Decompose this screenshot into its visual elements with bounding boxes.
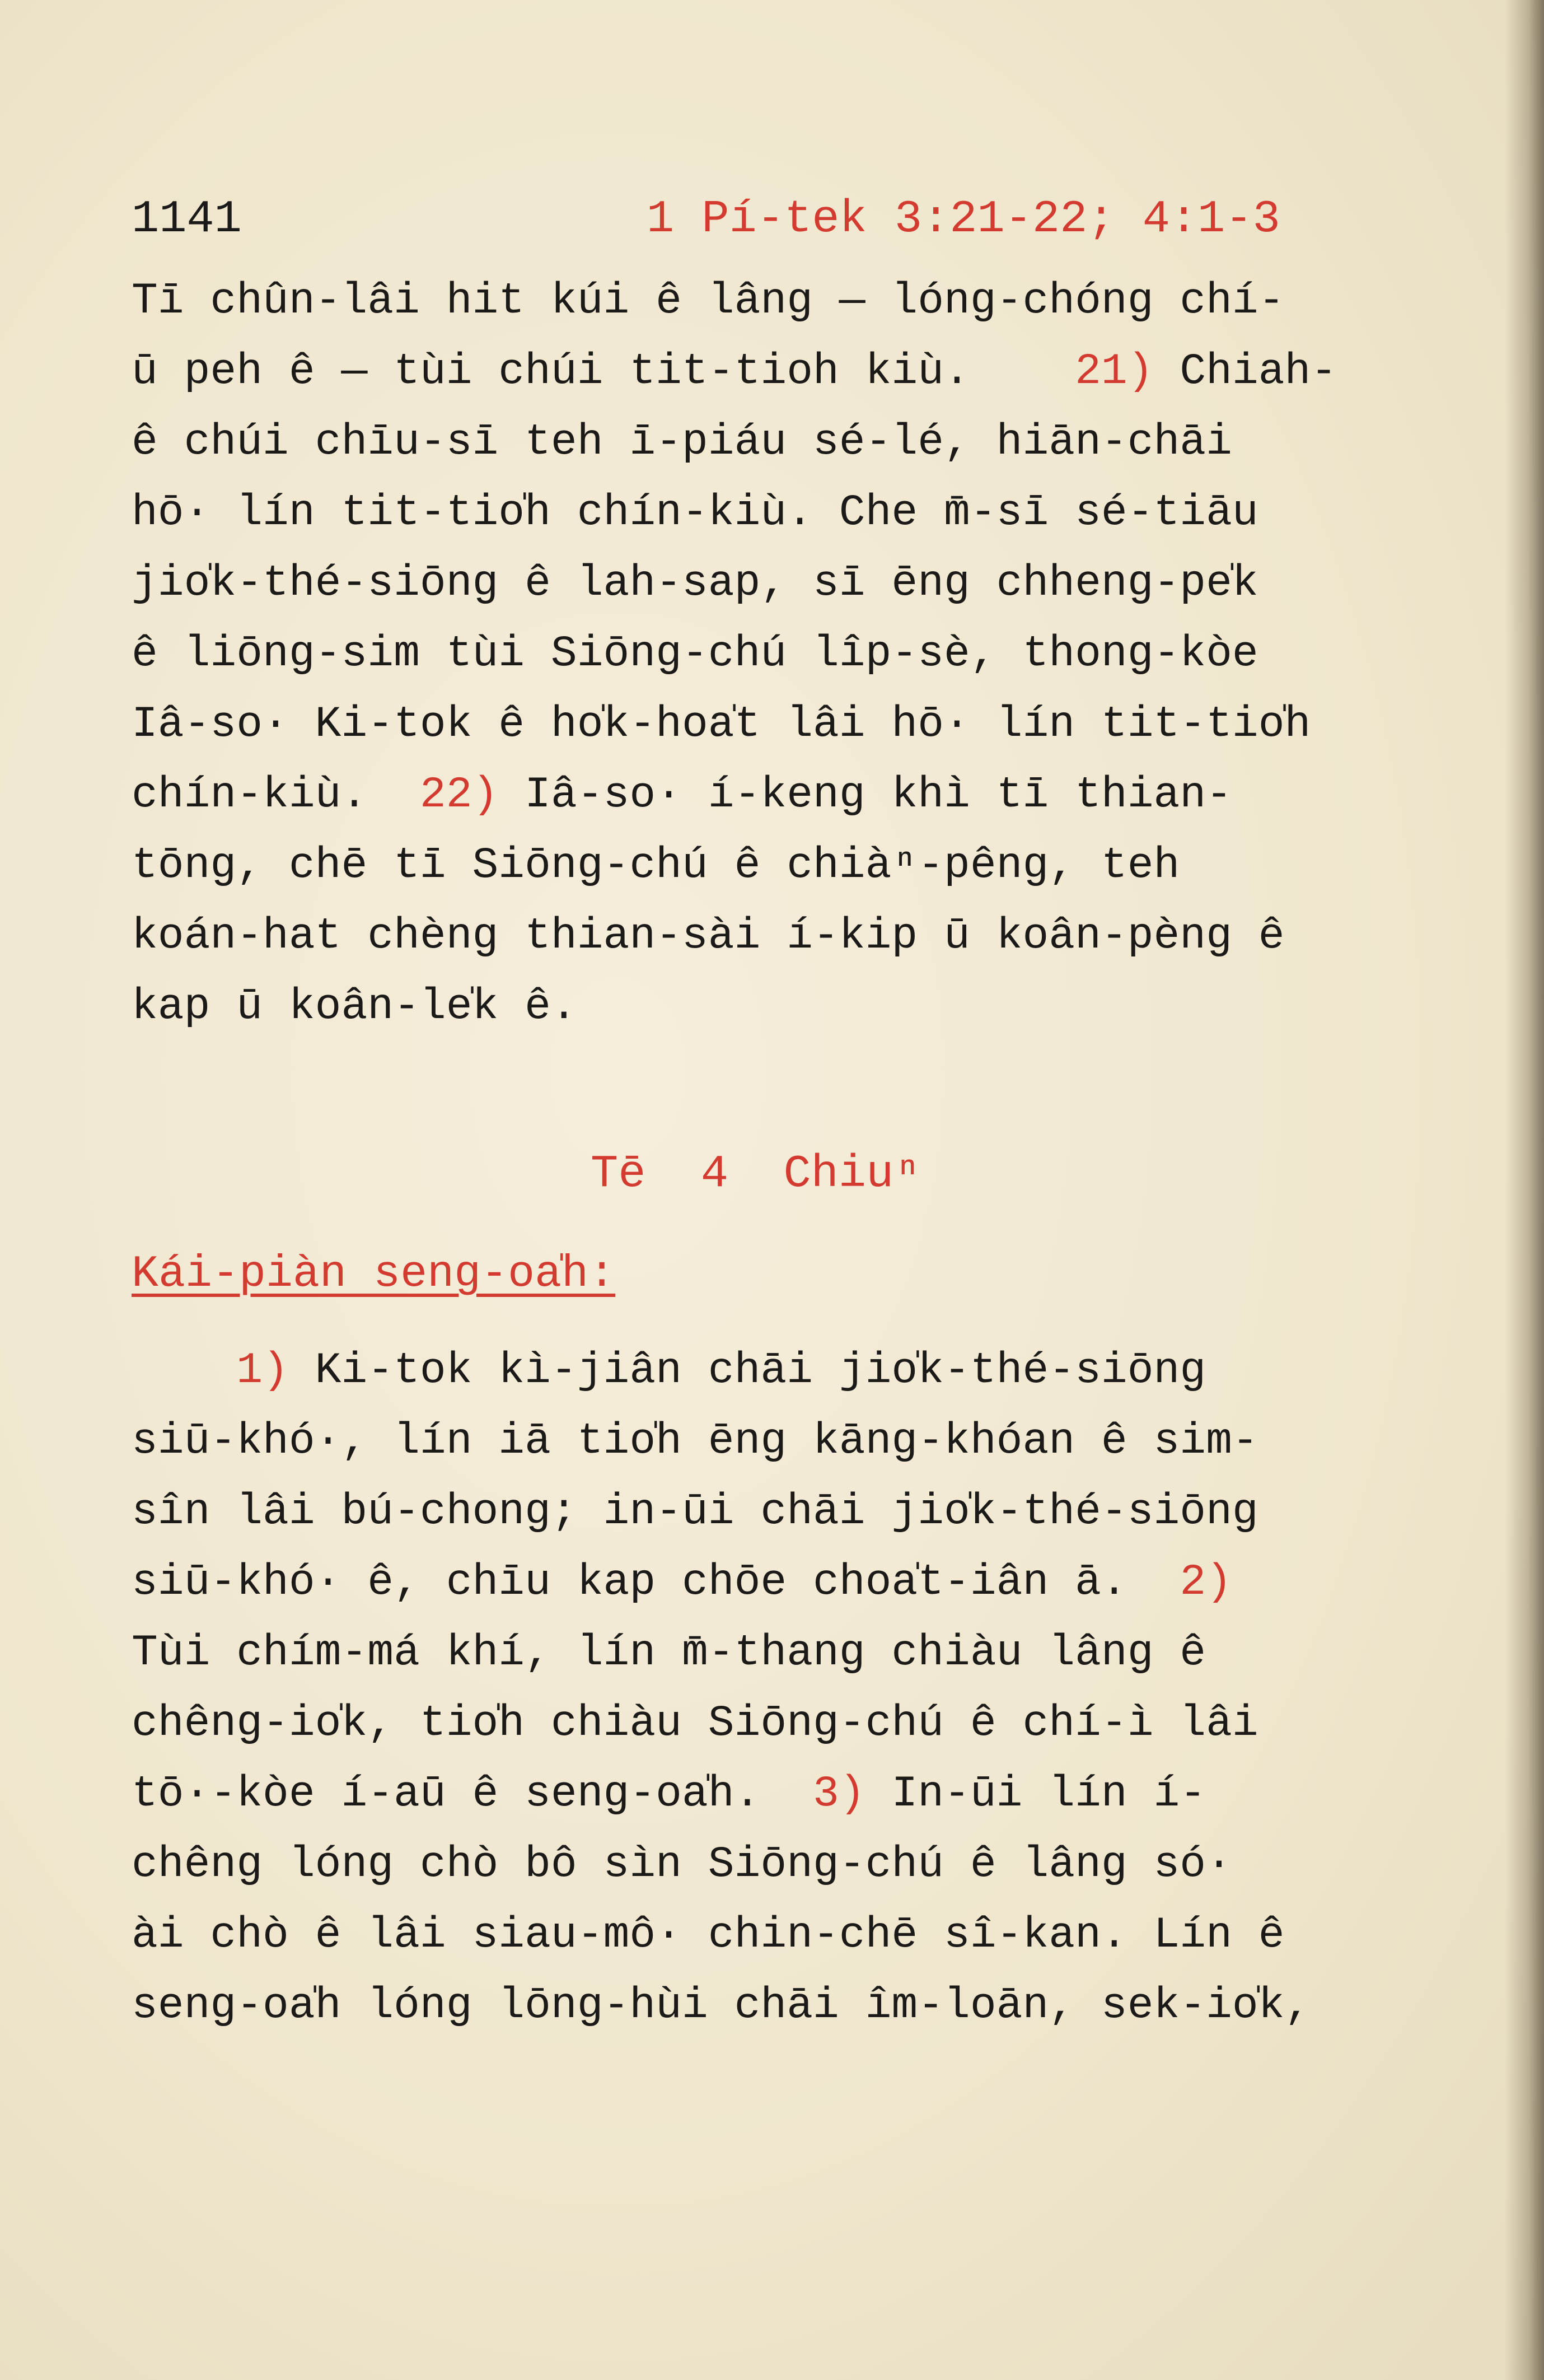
verse-number-21: 21): [1075, 347, 1154, 396]
text-segment: tō·-kòe í-aū ê seng-oa̍h.: [132, 1770, 761, 1819]
text-line: hō· lín tit-tio̍h chín-kiù. Che m̄-sī sé-tiāu: [132, 488, 1258, 538]
running-head: 1 Pí-tek 3:21-22; 4:1-3: [647, 193, 1280, 245]
paragraph-1: [132, 266, 1436, 1042]
text-line: tōng, chē tī Siōng-chú ê chiàⁿ-pêng, teh: [132, 841, 1180, 890]
text-segment: siū-khó· ê, chīu kap chōe choa̍t-iân ā.: [132, 1558, 1127, 1607]
page-number: 1141: [132, 193, 242, 245]
text-segment: Chiah-: [1153, 347, 1337, 396]
text-line: [132, 1547, 1436, 1618]
section-heading: Kái-piàn seng-oa̍h:: [132, 1249, 616, 1300]
text-line: [132, 1336, 1436, 1406]
text-segment: ū peh ê — tùi chúi tit-tioh kiù.: [132, 347, 970, 396]
text-line: ê liōng-sim tùi Siōng-chú lîp-sè, thong-kòe: [132, 629, 1258, 679]
text-line: [132, 760, 1436, 830]
verse-number-2: 2): [1180, 1558, 1232, 1607]
chapter-heading: Tē 4 Chiuⁿ: [591, 1148, 921, 1200]
text-line: [132, 337, 1436, 407]
verse-number-22: 22): [419, 771, 499, 820]
text-line: siū-khó·, lín iā tio̍h ēng kāng-khóan ê sim-: [132, 1417, 1258, 1466]
text-segment: chín-kiù.: [132, 771, 368, 820]
verse-number-1: 1): [236, 1346, 289, 1396]
text-line: koán-hat chèng thian-sài í-kip ū koân-pèng ê: [132, 912, 1285, 961]
text-segment: Ki-tok kì-jiân chāi jio̍k-thé-siōng: [288, 1346, 1206, 1396]
text-line: [132, 1759, 1436, 1830]
text-line: ê chúi chīu-sī teh ī-piáu sé-lé, hiān-chāi: [132, 418, 1232, 467]
paragraph-2: [132, 1336, 1436, 2041]
text-line: Iâ-so· Ki-tok ê ho̍k-hoa̍t lâi hō· lín tit-tio̍h: [132, 700, 1311, 749]
text-line: chêng lóng chò bô sìn Siōng-chú ê lâng só·: [132, 1840, 1232, 1889]
verse-number-3: 3): [813, 1770, 865, 1819]
page-header: [132, 193, 1419, 260]
text-segment: In-ūi lín í-: [865, 1770, 1206, 1819]
text-line: chêng-io̍k, tio̍h chiàu Siōng-chú ê chí-ì lâi: [132, 1699, 1258, 1748]
page-edge-shadow: [1505, 0, 1544, 2380]
text-line: seng-oa̍h lóng lōng-hùi chāi îm-loān, sek-io̍k,: [132, 1981, 1311, 2031]
text-line: ài chò ê lâi siau-mô· chin-chē sî-kan. Lín ê: [132, 1911, 1285, 1960]
text-line: jio̍k-thé-siōng ê lah-sap, sī ēng chheng-pe̍k: [132, 559, 1258, 608]
text-line: sîn lâi bú-chong; in-ūi chāi jio̍k-thé-siōng: [132, 1487, 1258, 1537]
text-line: Tī chûn-lâi hit kúi ê lâng — lóng-chóng chí-: [132, 277, 1285, 326]
text-segment: Iâ-so· í-keng khì tī thian-: [498, 771, 1232, 820]
text-line: kap ū koân-le̍k ê.: [132, 982, 577, 1032]
text-line: Tùi chím-má khí, lín m̄-thang chiàu lâng ê: [132, 1628, 1206, 1678]
